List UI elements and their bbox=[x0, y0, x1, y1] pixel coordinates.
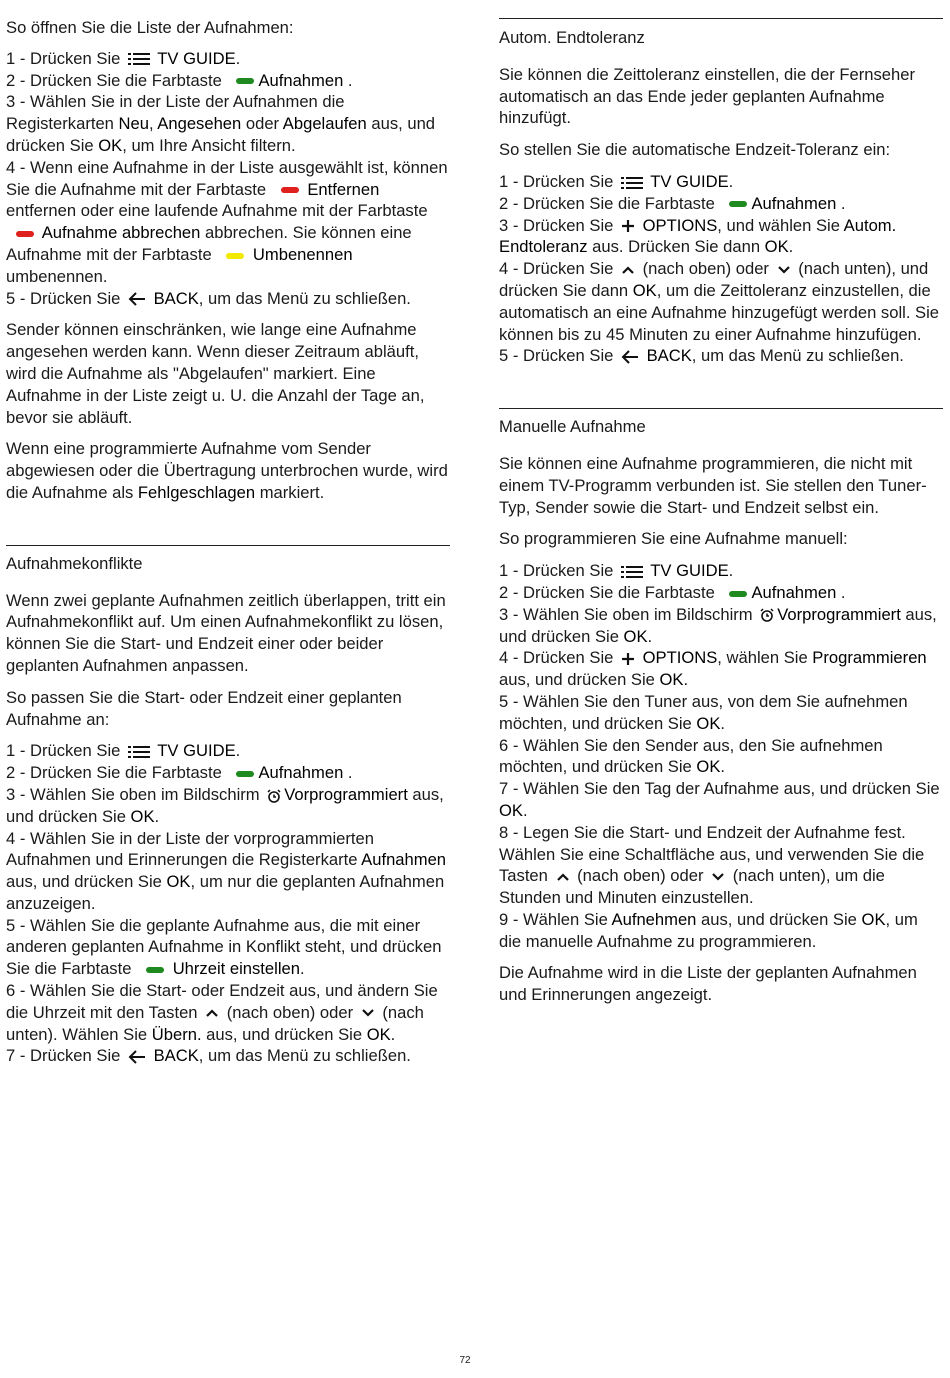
manual-step-7: 7 - Wählen Sie den Tag der Aufnahme aus, und drücken Sie OK. bbox=[499, 779, 940, 820]
right-column bbox=[499, 0, 943, 1006]
plus-icon bbox=[621, 652, 635, 666]
yellow-key-icon bbox=[226, 253, 244, 259]
conflict-step-7: 7 - Drücken Sie BACK, um das Menü zu schließen. bbox=[6, 1046, 411, 1066]
chevron-up-icon bbox=[205, 1008, 219, 1018]
paragraph-manual: Sie können eine Aufnahme programmieren, die nicht mit einem TV-Programm verbunden ist. Sie stellen den Tuner-Typ, Sender sowie die Start- und Endzeit selbst ein. bbox=[499, 453, 927, 517]
page-number: 72 bbox=[459, 1355, 471, 1366]
manual-step-6: 6 - Wählen Sie den Sender aus, den Sie aufnehmen möchten, und drücken Sie OK. bbox=[499, 735, 883, 777]
back-arrow-icon bbox=[128, 1050, 146, 1064]
end-tolerance-intro: So stellen Sie die automatische Endzeit-Toleranz ein: bbox=[499, 140, 891, 160]
paragraph-conflicts: Wenn zwei geplante Aufnahmen zeitlich überlappen, tritt ein Aufnahmekonflikt auf. Um einen Aufnahmekonflikt zu lösen, können Sie die Start- und Endzeit einer oder beider geplanten Aufnahmen anpassen. bbox=[6, 590, 446, 675]
green-key-icon bbox=[236, 78, 254, 84]
manual-step-9: 9 - Wählen Sie Aufnehmen aus, und drücken Sie OK, um die manuelle Aufnahme zu programmieren. bbox=[499, 909, 918, 951]
red-key-icon bbox=[16, 231, 34, 237]
tv-guide-icon bbox=[621, 176, 643, 190]
clock-icon bbox=[267, 789, 281, 803]
left-column bbox=[6, 0, 450, 1067]
back-arrow-icon bbox=[621, 350, 639, 364]
chevron-up-icon bbox=[621, 265, 635, 275]
section-heading-manual: Manuelle Aufnahme bbox=[499, 417, 646, 437]
step-1: 1 - Drücken Sie TV GUIDE. bbox=[6, 48, 241, 68]
conflict-step-3: 3 - Wählen Sie oben im Bildschirm Vorprogrammiert aus, und drücken Sie OK. bbox=[6, 784, 444, 826]
tolerance-step-3: 3 - Drücken Sie OPTIONS, und wählen Sie Autom. Endtoleranz aus. Drücken Sie dann OK. bbox=[499, 215, 897, 257]
manual-step-8: 8 - Legen Sie die Start- und Endzeit der Aufnahme fest. Wählen Sie eine Schaltfläche aus, und verwenden Sie die Tasten (nach oben) oder (nach unten), um die Stunden und Minuten einzustellen. bbox=[499, 822, 925, 908]
green-key-icon bbox=[729, 201, 747, 207]
tolerance-step-5: 5 - Drücken Sie BACK, um das Menü zu schließen. bbox=[499, 346, 904, 366]
conflict-step-5: 5 - Wählen Sie die geplante Aufnahme aus, die mit einer anderen geplanten Aufnahme in Konflikt steht, und drücken Sie die Farbtaste Uhrzeit einstellen. bbox=[6, 915, 442, 979]
step-2: 2 - Drücken Sie die Farbtaste Aufnahmen . bbox=[6, 70, 353, 90]
tolerance-step-2: 2 - Drücken Sie die Farbtaste Aufnahmen . bbox=[499, 193, 846, 213]
manual-step-1: 1 - Drücken Sie TV GUIDE. bbox=[499, 561, 734, 581]
manual-final-note: Die Aufnahme wird in die Liste der geplanten Aufnahmen und Erinnerungen angezeigt. bbox=[499, 963, 917, 1005]
manual-step-2: 2 - Drücken Sie die Farbtaste Aufnahmen . bbox=[499, 582, 846, 602]
tv-guide-icon bbox=[621, 565, 643, 579]
tv-guide-icon bbox=[128, 52, 150, 66]
manual-intro: So programmieren Sie eine Aufnahme manuell: bbox=[499, 529, 848, 549]
step-3: 3 - Wählen Sie in der Liste der Aufnahmen die Registerkarten Neu, Angesehen oder Abgelaufen aus, und drücken Sie OK, um Ihre Ansicht filtern. bbox=[6, 92, 436, 155]
section-heading-end-tolerance: Autom. Endtoleranz bbox=[499, 28, 645, 47]
green-key-icon bbox=[729, 591, 747, 597]
paragraph-failed: Wenn eine programmierte Aufnahme vom Sender abgewiesen oder die Übertragung unterbrochen wurde, wird die Aufnahme als Fehlgeschlagen markiert. bbox=[6, 439, 448, 502]
conflict-step-2: 2 - Drücken Sie die Farbtaste Aufnahmen . bbox=[6, 763, 353, 783]
chevron-up-icon bbox=[556, 872, 570, 882]
section-heading-conflicts: Aufnahmekonflikte bbox=[6, 553, 143, 573]
conflict-step-4: 4 - Wählen Sie in der Liste der vorprogrammierten Aufnahmen und Erinnerungen die Registerkarte Aufnahmen aus, und drücken Sie OK, um nur die geplanten Aufnahmen anzuzeigen. bbox=[6, 828, 447, 913]
step-5: 5 - Drücken Sie BACK, um das Menü zu schließen. bbox=[6, 288, 411, 308]
chevron-down-icon bbox=[361, 1008, 375, 1018]
conflict-step-1: 1 - Drücken Sie TV GUIDE. bbox=[6, 741, 241, 761]
plus-icon bbox=[621, 219, 635, 233]
step-4: 4 - Wenn eine Aufnahme in der Liste ausgewählt ist, können Sie die Aufnahme mit der Farbtaste Entfernen entfernen oder eine laufende Aufnahme mit der Farbtaste Aufnahme abbrechen abbrechen. Sie können eine Aufnahme mit der Farbtaste Umbenennen umbenennen. bbox=[6, 157, 448, 286]
green-key-icon bbox=[236, 771, 254, 777]
chevron-down-icon bbox=[777, 265, 791, 275]
intro-text: So öffnen Sie die Liste der Aufnahmen: bbox=[6, 18, 294, 37]
manual-step-4: 4 - Drücken Sie OPTIONS, wählen Sie Programmieren aus, und drücken Sie OK. bbox=[499, 648, 927, 690]
chevron-down-icon bbox=[711, 872, 725, 882]
conflicts-intro: So passen Sie die Start- oder Endzeit einer geplanten Aufnahme an: bbox=[6, 687, 402, 729]
red-key-icon bbox=[281, 187, 299, 193]
green-key-icon bbox=[146, 967, 164, 973]
back-arrow-icon bbox=[128, 292, 146, 306]
conflict-step-6: 6 - Wählen Sie die Start- oder Endzeit aus, und ändern Sie die Uhrzeit mit den Tasten (nach oben) oder (nach unten). Wählen Sie Übern. aus, und drücken Sie OK. bbox=[6, 981, 438, 1044]
tolerance-step-4: 4 - Drücken Sie (nach oben) oder (nach unten), und drücken Sie dann OK, um die Zeittoleranz einzustellen, die automatisch an eine Aufnahme hinzugefügt werden soll. Sie können bis zu 45 Minuten zu einer Aufnahme hinzufügen. bbox=[499, 259, 940, 344]
paragraph-expiry: Sender können einschränken, wie lange eine Aufnahme angesehen werden kann. Wenn dieser Zeitraum abläuft, wird die Aufnahme als "Abgelaufen" markiert. Eine Aufnahme in der Liste zeigt u. U. die Anzahl der Tage an, bevor sie abläuft. bbox=[6, 320, 425, 427]
tv-guide-icon bbox=[128, 745, 150, 759]
tolerance-step-1: 1 - Drücken Sie TV GUIDE. bbox=[499, 171, 734, 191]
paragraph-end-tolerance: Sie können die Zeittoleranz einstellen, die der Fernseher automatisch an das Ende jeder geplanten Aufnahme hinzufügt. bbox=[499, 64, 916, 128]
manual-step-3: 3 - Wählen Sie oben im Bildschirm Vorprogrammiert aus, und drücken Sie OK. bbox=[499, 604, 937, 646]
manual-step-5: 5 - Wählen Sie den Tuner aus, von dem Sie aufnehmen möchten, und drücken Sie OK. bbox=[499, 691, 908, 733]
clock-icon bbox=[760, 608, 774, 622]
